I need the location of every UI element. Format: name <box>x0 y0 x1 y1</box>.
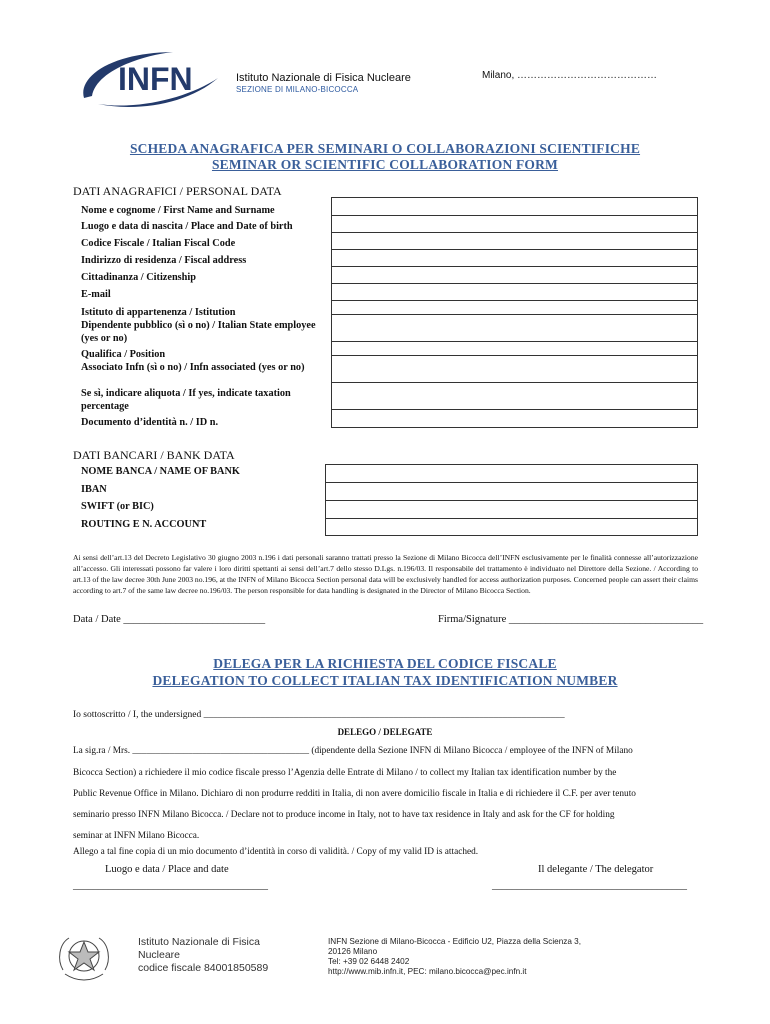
infn-logo <box>78 48 223 110</box>
signature-line[interactable]: Firma/Signature _____________________________________ <box>438 614 704 625</box>
label-state-employee: Dipendente pubblico (sì o no) / Italian State employee (yes or no) <box>81 320 316 344</box>
label-citizenship: Cittadinanza / Citizenship <box>81 272 196 283</box>
label-id-number: Documento d’identità n. / ID n. <box>81 417 219 428</box>
label-name: Nome e cognome / First Name and Surname <box>81 205 275 216</box>
bank-data-heading: DATI BANCARI / BANK DATA <box>73 448 235 462</box>
label-taxation: Se sì, indicare aliquota / If yes, indicate taxation percentage <box>81 388 291 412</box>
delegation-text-4: seminario presso INFN Milano Bicocca. / Declare not to produce income in Italy, not to have tax residence in Italy and ask for the CF for holding <box>73 810 615 820</box>
republic-emblem-icon <box>53 930 115 985</box>
form-title-en: SEMINAR OR SCIENTIFIC COLLABORATION FORM <box>211 157 559 172</box>
label-swift: SWIFT (or BIC) <box>81 501 154 512</box>
label-address: Indirizzo di residenza / Fiscal address <box>81 255 247 266</box>
form-title-it: SCHEDA ANAGRAFICA PER SEMINARI O COLLABORAZIONI SCIENTIFICHE <box>129 141 641 156</box>
footer-address-1: INFN Sezione di Milano-Bicocca - Edificio U2, Piazza della Scienza 3, <box>328 937 582 946</box>
footer-web-pec[interactable]: http://www.mib.infn.it, PEC: milano.bicocca@pec.infn.it <box>328 967 527 976</box>
label-routing: ROUTING E N. ACCOUNT <box>81 519 207 530</box>
input-taxation[interactable] <box>332 383 697 410</box>
input-bank-name[interactable] <box>326 465 697 483</box>
input-email[interactable] <box>332 284 697 301</box>
label-iban: IBAN <box>81 484 107 495</box>
input-iban[interactable] <box>326 483 697 501</box>
personal-data-table <box>331 197 698 428</box>
input-state-employee[interactable] <box>332 315 697 342</box>
delegation-text-1: La sig.ra / Mrs. ______________________________________ (dipendente della Sezione INFN di Milano Bicocca / employee of the INFN of Milano <box>73 746 633 756</box>
delegation-title-en: DELEGATION TO COLLECT ITALIAN TAX IDENTIFICATION NUMBER <box>152 673 618 688</box>
bank-data-table <box>325 464 698 536</box>
place-date-label: Luogo e data / Place and date <box>105 864 229 875</box>
delegation-text-2: Bicocca Section) a richiedere il mio codice fiscale presso l’Agenzia delle Entrate di Milano / to collect my Italian tax identification number by the <box>73 768 617 778</box>
input-name[interactable] <box>332 198 697 216</box>
delegation-title-it: DELEGA PER LA RICHIESTA DEL CODICE FISCALE <box>213 656 557 671</box>
delegator-signature-line[interactable]: _______________________________________ <box>492 880 687 891</box>
date-line[interactable]: Data / Date ___________________________ <box>73 614 266 625</box>
footer-fiscal-code: codice fiscale 84001850589 <box>138 962 269 974</box>
input-fiscal-code[interactable] <box>332 233 697 250</box>
input-routing[interactable] <box>326 519 697 536</box>
footer-institute-1: Istituto Nazionale di Fisica <box>138 936 260 948</box>
label-email: E-mail <box>81 289 111 300</box>
label-fiscal-code: Codice Fiscale / Italian Fiscal Code <box>81 238 236 249</box>
label-infn-associated: Associato Infn (sì o no) / Infn associated (yes or no) <box>81 362 305 373</box>
attach-note: Allego a tal fine copia di un mio documento d’identità in corso di validità. / Copy of my valid ID is attached. <box>73 847 479 857</box>
label-position: Qualifica / Position <box>81 349 166 360</box>
input-infn-associated[interactable] <box>332 356 697 383</box>
label-birth: Luogo e data di nascita / Place and Date of birth <box>81 221 293 232</box>
footer-phone: Tel: +39 02 6448 2402 <box>328 957 410 966</box>
place-date-line-blank[interactable]: _______________________________________ <box>73 880 268 891</box>
institute-name: Istituto Nazionale di Fisica Nucleare <box>236 72 411 84</box>
input-address[interactable] <box>332 250 697 267</box>
delegation-text-5: seminar at INFN Milano Bicocca. <box>73 831 200 841</box>
input-institution[interactable] <box>332 301 697 315</box>
privacy-notice: Ai sensi dell’art.13 del Decreto Legislativo 30 giugno 2003 n.196 i dati personali saranno trattati presso la Sezione di Milano Bicocca dell’INFN esclusivamente per le finalità connesse all’autorizzazione all’accesso. Gli interessati possono far valere i loro diritti spettanti ai sensi dell’art.7 dello stesso D.Lgs. n.196/03. Il responsabile del trattamento è individuato nel Direttore della Sezione. / According to art.13 of the law decree 30th June 2003 no.196, at the INFN of Milano Bicocca Section personal data will be exclusively handled for access authorization purposes. Concerned people can assert their claims according to art.7 of the same law decree no.196/03. The person responsible for data handling is designated in the Director of Milano Bicocca Section. <box>73 553 698 595</box>
label-bank-name: NOME BANCA / NAME OF BANK <box>81 466 240 477</box>
input-citizenship[interactable] <box>332 267 697 284</box>
footer-address-2: 20126 Milano <box>328 947 378 956</box>
label-institution: Istituto di appartenenza / Istitution <box>81 307 236 318</box>
delegate-heading: DELEGO / DELEGATE <box>337 727 433 737</box>
delegator-label: Il delegante / The delegator <box>538 864 654 875</box>
input-birth[interactable] <box>332 216 697 233</box>
institute-section: SEZIONE DI MILANO-BICOCCA <box>236 85 359 94</box>
place-date-line: Milano, …………………………………… <box>482 70 658 81</box>
input-id-number[interactable] <box>332 410 697 428</box>
delegation-text-3: Public Revenue Office in Milano. Dichiaro di non produrre redditi in Italia, di non avere domicilio fiscale in Italia e di richiedere il C.F. per aver tenuto <box>73 789 636 799</box>
logo-text: INFN <box>118 61 193 97</box>
input-swift[interactable] <box>326 501 697 519</box>
input-position[interactable] <box>332 342 697 356</box>
personal-data-heading: DATI ANAGRAFICI / PERSONAL DATA <box>73 184 282 198</box>
undersigned-line[interactable]: Io sottoscritto / I, the undersigned ____________________________________________________________________________ <box>73 710 565 720</box>
footer-institute-2: Nucleare <box>138 949 181 961</box>
